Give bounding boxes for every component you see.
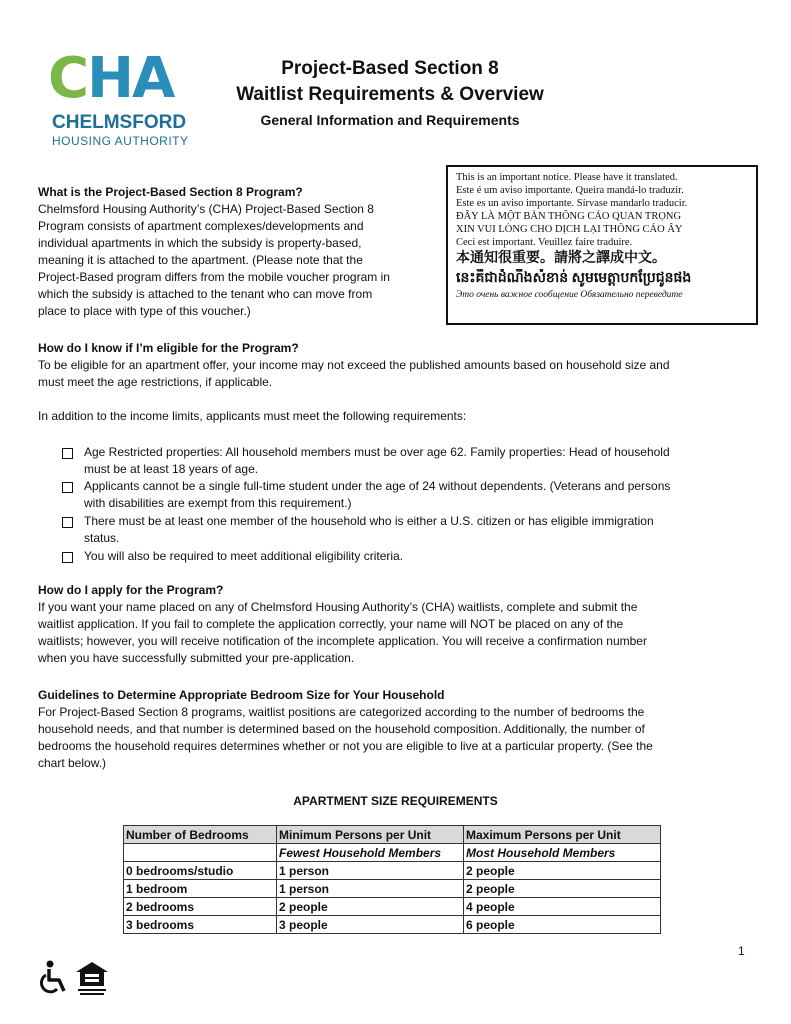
- checkbox-icon: [62, 517, 73, 528]
- wheelchair-accessible-icon: [38, 960, 70, 996]
- table-cell: 4 people: [464, 898, 661, 916]
- paragraph-line: must meet the age restrictions, if applicable.: [38, 375, 273, 389]
- paragraph-line: Program consists of apartment complexes/developments and: [38, 219, 364, 233]
- section-heading: Guidelines to Determine Appropriate Bedroom Size for Your Household: [38, 688, 445, 702]
- table-cell: 1 person: [277, 880, 464, 898]
- paragraph-line: Chelmsford Housing Authority’s (CHA) Project-Based Section 8: [38, 202, 374, 216]
- checkbox-icon: [62, 552, 73, 563]
- page-number: 1: [738, 944, 745, 958]
- column-header: Minimum Persons per Unit: [277, 826, 464, 844]
- list-item-text: Age Restricted properties: All household members must be over age 62. Family properties: Head of household: [84, 445, 670, 459]
- paragraph-line: chart below.): [38, 756, 107, 770]
- list-item-text: status.: [84, 531, 120, 545]
- equal-housing-opportunity-icon: [74, 960, 110, 996]
- list-item-text: Applicants cannot be a single full-time student under the age of 24 without dependents. (Veterans and persons: [84, 479, 671, 493]
- table-cell: 2 people: [464, 880, 661, 898]
- page-title: Project-Based Section 8: [281, 58, 499, 79]
- table-cell: 2 bedrooms: [124, 898, 277, 916]
- paragraph-line: For Project-Based Section 8 programs, waitlist positions are categorized according to the number of bedrooms the: [38, 705, 645, 719]
- table-cell: 3 people: [277, 916, 464, 934]
- column-header: Number of Bedrooms: [124, 826, 277, 844]
- paragraph-line: In addition to the income limits, applicants must meet the following requirements:: [38, 409, 467, 423]
- notice-line: This is an important notice. Please have it translated.: [456, 172, 678, 183]
- table-cell: 1 bedroom: [124, 880, 277, 898]
- paragraph-line: meaning it is attached to the apartment. (Please note that the: [38, 253, 363, 267]
- checkbox-icon: [62, 482, 73, 493]
- table-cell: 0 bedrooms/studio: [124, 862, 277, 880]
- notice-line: XIN VUI LÒNG CHO DỊCH LẠI THÔNG CÁO ẤY: [456, 224, 683, 235]
- table-cell: [124, 844, 277, 862]
- section-heading: What is the Project-Based Section 8 Program?: [38, 185, 303, 199]
- table-cell: 2 people: [464, 862, 661, 880]
- table-cell: Most Household Members: [464, 844, 661, 862]
- paragraph-line: Project-Based program differs from the mobile voucher program in: [38, 270, 390, 284]
- logo-letters: CHA: [48, 46, 174, 111]
- translation-notice-image: [446, 165, 758, 325]
- notice-line: នេះគឺជាដំណឹងសំខាន់ សូមមេត្តាបកប្រែជូនផង: [456, 271, 692, 286]
- cha-logo: [48, 46, 198, 154]
- table-row: [124, 880, 661, 898]
- apartment-size-table: [123, 825, 661, 934]
- table-row: [124, 898, 661, 916]
- paragraph-line: waitlist application. If you fail to complete the application correctly, your name will NOT be placed on any of the: [38, 617, 624, 631]
- table-subheader-row: [124, 844, 661, 862]
- paragraph-line: To be eligible for an apartment offer, your income may not exceed the published amounts based on household size and: [38, 358, 670, 372]
- paragraph-line: If you want your name placed on any of Chelmsford Housing Authority’s (CHA) waitlists, complete and submit the: [38, 600, 638, 614]
- table-cell: Fewest Household Members: [277, 844, 464, 862]
- table-cell: 1 person: [277, 862, 464, 880]
- checkbox-icon: [62, 448, 73, 459]
- logo-subtitle: HOUSING AUTHORITY: [52, 134, 189, 148]
- paragraph-line: bedrooms the household requires determines whether or not you are eligible to live at a particular property. (See the: [38, 739, 653, 753]
- notice-line: ĐÂY LÀ MỘT BẢN THÔNG CÁO QUAN TRỌNG: [456, 211, 682, 222]
- page-subtitle: General Information and Requirements: [260, 112, 520, 128]
- list-item-text: You will also be required to meet additional eligibility criteria.: [84, 549, 404, 563]
- list-item-text: There must be at least one member of the household who is either a U.S. citizen or has eligible immigration: [84, 514, 654, 528]
- paragraph-line: which the subsidy is attached to the tenant who can move from: [38, 287, 373, 301]
- logo-name: CHELMSFORD: [52, 112, 187, 133]
- notice-line: Este es un aviso importante. Sírvase mandarlo traducir.: [456, 198, 688, 209]
- paragraph-line: waitlists; however, you will receive notification of the incomplete application. You will receive a confirmation number: [38, 634, 647, 648]
- table-title: APARTMENT SIZE REQUIREMENTS: [293, 794, 498, 808]
- table-cell: 6 people: [464, 916, 661, 934]
- table-cell: 2 people: [277, 898, 464, 916]
- notice-line: Este é um aviso importante. Queira mandá-lo traduzir.: [456, 185, 684, 196]
- table-row: [124, 916, 661, 934]
- table-cell: 3 bedrooms: [124, 916, 277, 934]
- table-row: [124, 862, 661, 880]
- paragraph-line: household needs, and that number is determined based on the household composition. Additionally, the number of: [38, 722, 645, 736]
- section-heading: How do I know if I’m eligible for the Program?: [38, 341, 299, 355]
- list-item-text: with disabilities are exempt from this requirement.): [84, 496, 352, 510]
- paragraph-line: place to place with type of this voucher.): [38, 304, 251, 318]
- column-header: Maximum Persons per Unit: [464, 826, 661, 844]
- notice-line: 本通知很重要。請將之譯成中文。: [456, 251, 666, 266]
- section-heading: How do I apply for the Program?: [38, 583, 224, 597]
- paragraph-line: when you have successfully submitted your pre-application.: [38, 651, 355, 665]
- notice-line: Ceci est important. Veuillez faire traduire.: [456, 237, 633, 248]
- page-title-line2: Waitlist Requirements & Overview: [236, 84, 544, 105]
- paragraph-line: individual apartments in which the subsidy is property-based,: [38, 236, 362, 250]
- table-header-row: [124, 826, 661, 844]
- list-item-text: must be at least 18 years of age.: [84, 462, 259, 476]
- notice-line: Это очень важное сообщение Обязательно переведите: [456, 290, 683, 300]
